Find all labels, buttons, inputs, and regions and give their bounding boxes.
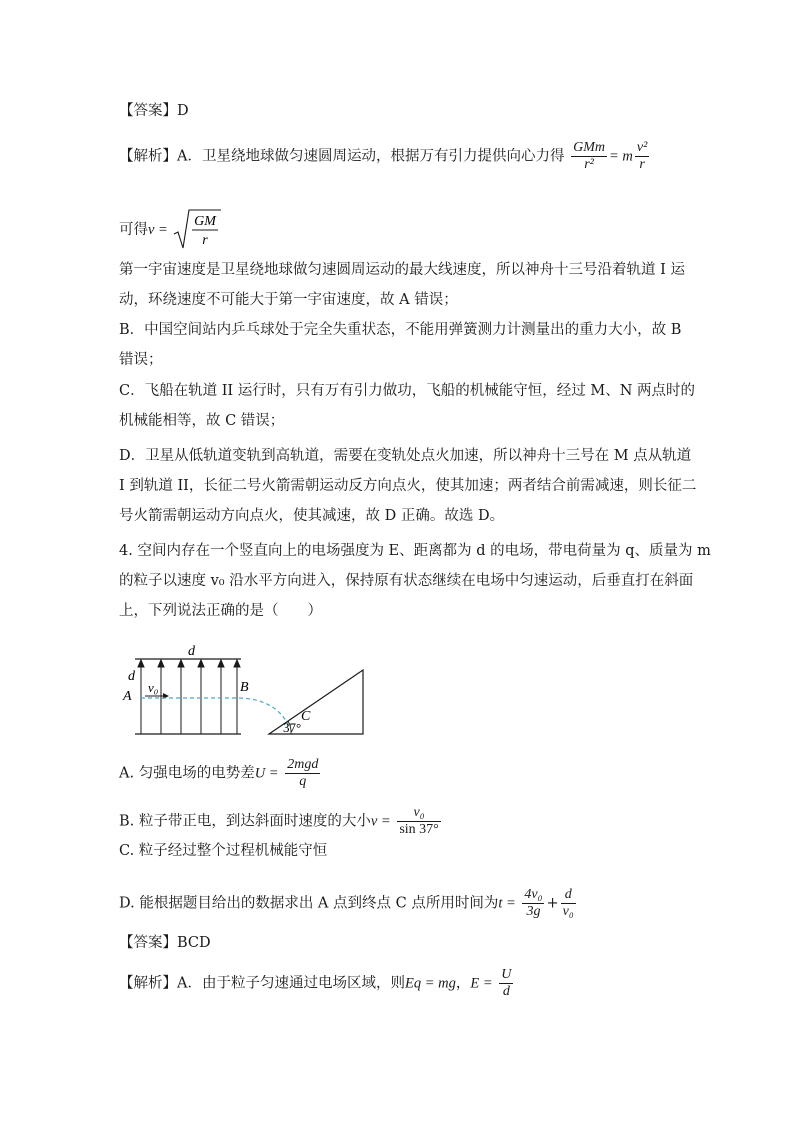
analysis-a-text: A．卫星绕地球做匀速圆周运动，根据万有引力提供向心力得 [177, 148, 565, 165]
option-d-den2: v₀ [562, 904, 574, 919]
option-a-num: 2mgd [287, 757, 319, 772]
option-a-den: q [299, 774, 307, 789]
analysis-d-line2: I 到轨道 II，长征二号火箭需朝运动反方向点火，使其加速；两者结合前需减速，则长征二 [119, 478, 697, 494]
option-b-fraction [397, 805, 440, 838]
field-lines [138, 660, 240, 734]
analysis-d-line3: 号火箭需朝运动方向点火，使其减速，故 D 正确。故选 D。 [119, 508, 505, 524]
analysis-a-line4: 动，环绕速度不可能大于第一宇宙速度，故 A 错误； [119, 292, 458, 308]
formula-equals-m: = m [608, 148, 633, 165]
analysis-b-line1: B．中国空间站内乒乓球处于完全失重状态，不能用弹簧测力计测量出的重力大小，故 B [119, 322, 682, 338]
analysis-a-line3: 第一宇宙速度是卫星绕地球做匀速圆周运动的最大线速度，所以神舟十三号沿着轨道 I 运 [119, 262, 685, 278]
label-angle: 37° [283, 720, 302, 735]
option-b-var: v = [370, 813, 391, 830]
trajectory-dashed [141, 698, 289, 726]
sqrt-denominator: r [202, 233, 209, 248]
option-d-fraction1 [522, 887, 544, 920]
sqrt-numerator: GM [194, 214, 217, 229]
formula-gmm-over-r2 [571, 140, 607, 173]
question4-stem-line3: 上，下列说法正确的是（ ） [119, 603, 322, 619]
option-b[interactable] [119, 805, 443, 838]
label-B: B [240, 680, 249, 695]
velocity-var: v = [148, 222, 168, 238]
label-left-d: d [128, 669, 135, 684]
question4-stem-line1: 4. 空间内存在一个竖直向上的电场强度为 E、距离都为 d 的电场，带电荷量为 q、质量为 m [119, 543, 711, 559]
option-a-text: A. 匀强电场的电势差 [119, 765, 255, 782]
analysis-sep: ， [455, 975, 471, 992]
analysis-c-line1: C．飞船在轨道 II 运行时，只有万有引力做功，飞船的机械能守恒，经过 M、N 两点时的 [119, 383, 696, 399]
analysis-a-line1 [119, 140, 651, 173]
formula-v2-over-r [635, 140, 649, 173]
option-a-var: U = [254, 765, 279, 782]
label-C: C [301, 709, 311, 724]
analysis-q4-text: A．由于粒子匀速通过电场区域，则 [177, 975, 405, 992]
label-A: A [123, 689, 132, 704]
option-d-plus: + [546, 895, 559, 912]
analysis-a-line2-text: 可得 [119, 222, 148, 238]
option-a[interactable] [119, 757, 322, 790]
option-d-num2: d [561, 887, 576, 904]
option-b-den: sin 37° [399, 822, 439, 837]
label-top-d: d [188, 644, 195, 659]
analysis-eq2-fraction [499, 967, 513, 1000]
option-c[interactable] [119, 841, 327, 861]
option-b-text: B. 粒子带正电，到达斜面时速度的大小 [119, 813, 371, 830]
sqrt-sign-icon [172, 208, 222, 252]
answer-tag: 【答案】 [119, 935, 177, 951]
option-a-fraction [285, 757, 320, 790]
analysis-c-line2: 机械能相等，故 C 错误； [119, 413, 285, 429]
answer-line-q3 [119, 101, 189, 121]
option-d-num1: 4v₀ [524, 887, 543, 902]
answer-value: D [177, 103, 189, 119]
option-d-text: D. 能根据题目给出的数据求出 A 点到终点 C 点所用时间为 [119, 895, 499, 912]
analysis-b-line2: 错误； [119, 352, 163, 368]
analysis-q4-line1 [119, 967, 515, 1000]
label-v0: v₀ [148, 680, 159, 695]
analysis-eq1: Eq = mg [404, 975, 456, 992]
answer-tag: 【答案】 [119, 103, 177, 119]
analysis-tag: 【解析】 [119, 148, 177, 165]
analysis-eq2-num: U [501, 967, 512, 982]
formula-denominator: r [639, 157, 645, 172]
option-d-fraction2 [561, 887, 576, 920]
option-d-var: t = [498, 895, 516, 912]
question4-stem-line2: 的粒子以速度 v₀ 沿水平方向进入，保持原有状态继续在电场中匀速运动，后垂直打在斜面 [119, 573, 694, 589]
formula-numerator: GMm [573, 140, 605, 155]
analysis-d-line1: D．卫星从低轨道变轨到高轨道，需要在变轨处点火加速，所以神舟十三号在 M 点从轨道 [119, 448, 692, 464]
analysis-tag: 【解析】 [119, 975, 177, 992]
option-c-text: C. 粒子经过整个过程机械能守恒 [119, 843, 328, 859]
option-b-num: v₀ [397, 805, 440, 822]
electric-field-figure [119, 642, 379, 738]
analysis-eq2-left: E = [470, 975, 493, 992]
option-d-den1: 3g [526, 904, 541, 919]
formula-numerator: v² [636, 140, 648, 155]
sqrt-formula [172, 208, 222, 252]
answer-value: BCD [177, 935, 211, 951]
analysis-a-line2 [119, 208, 222, 252]
analysis-eq2-den: d [502, 984, 510, 999]
formula-denominator: r² [584, 157, 594, 172]
answer-line-q4 [119, 933, 211, 953]
option-d[interactable] [119, 887, 578, 920]
